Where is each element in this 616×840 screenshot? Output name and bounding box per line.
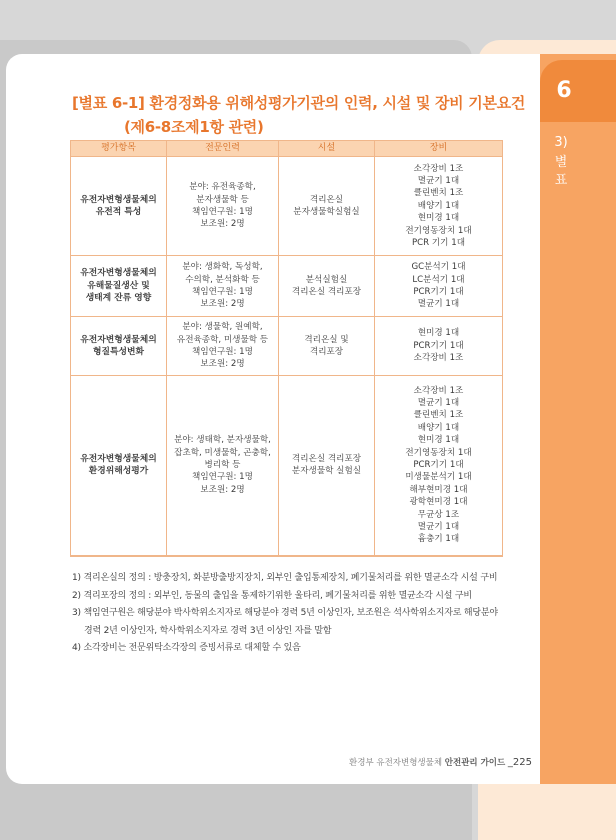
category-line: 유전자변형생물체의 [80,268,157,279]
note-item: 1) 격리온실의 정의 : 방충장치, 화분방출방지장치, 외부인 출입통제장치, 폐기물처리를 위한 멸균소각 시설 구비 [72,573,498,583]
category-line: 유전자변형생물체의 [80,453,157,464]
category-line: 유전적 특성 [95,207,142,217]
facility-line: 격리온실 격리포장 [291,287,362,297]
facility-line: 격리포장 [309,347,344,357]
category-cell [71,317,167,376]
category-line: 유해물질생산 및 [87,280,150,291]
equipment-line: GC분석기 1대 [411,262,466,273]
note-item: 4) 소각장비는 전문위탁소각장의 증빙서류로 대체할 수 있음 [72,643,301,653]
equipment-line: 배양기 1대 [417,200,460,211]
equipment-line: 전기영동장치 1대 [405,447,472,458]
footer-grey-strip [0,786,472,840]
equipment-line: PCR 기기 1대 [412,238,465,249]
staff-cell [167,317,279,376]
staff-line: 분야: 생태학, 분자생물학, [174,435,271,446]
note-item-continued: 경력 2년 이상인자, 학사학위소지자로 경력 3년 이상인 자를 말함 [84,625,332,636]
staff-line: 책임연구원: 1명 [192,287,253,297]
page-footer [340,756,532,768]
equipment-line: 소각장비 1조 [413,385,464,396]
facility-cell [279,317,375,376]
equipment-cell [375,317,503,376]
equipment-line: 해부현미경 1대 [409,484,468,495]
staff-cell [167,157,279,256]
facility-line: 격리온실 격리포장 [291,453,362,464]
equipment-line: 멸균기 1대 [417,522,460,533]
equipment-line: 현미경 1대 [417,213,460,224]
equipment-line: 현미경 1대 [417,328,460,339]
category-cell [71,157,167,256]
category-cell [71,376,167,556]
footer-guide-title-bold: 안전관리 가이드 [444,758,506,768]
table-row [71,157,503,256]
header-evaluation-item: 평가항목 [71,141,167,157]
equipment-cell [375,376,503,556]
staff-line: 병리학 등 [204,460,241,471]
requirements-table [70,140,503,557]
table-row [71,376,503,556]
staff-line: 분야: 생물학, 원예학, [182,322,263,333]
note-item: 3) 책임연구원은 해당분야 박사학위소지자로 해당분야 경력 5년 이상인자, 보조원은 석사학위소지자로 해당분야 [72,608,498,618]
staff-line: 유전육종학, 미생물학 등 [176,334,269,345]
category-line: 유전자변형생물체의 [80,194,157,205]
staff-line: 보조원: 2명 [200,219,245,230]
header-staff: 전문인력 [167,141,279,157]
equipment-line: 멸균기 1대 [417,299,460,310]
staff-line: 분자생물학 등 [196,194,249,205]
staff-cell [167,256,279,317]
section-text: 별표 [554,155,568,188]
table-row [71,317,503,376]
facility-cell [279,256,375,317]
section-number: 3) [554,135,568,150]
table-subtitle: (제6-8조제1항 관련) [124,118,264,136]
equipment-line: 광학현미경 1대 [409,497,468,508]
equipment-line: LC분석기 1대 [412,274,465,285]
equipment-line: 클린벤치 1조 [413,410,464,421]
category-line: 형질특성변화 [93,347,144,357]
facility-cell [279,157,375,256]
table-notes [72,570,512,658]
equipment-line: PCR기기 1대 [413,287,464,297]
equipment-line: 소각장비 1조 [413,353,464,364]
equipment-line: 미생물분석기 1대 [405,472,472,483]
equipment-line: PCR기기 1대 [413,340,464,351]
category-cell [71,256,167,317]
facility-line: 격리온실 [309,194,344,205]
staff-line: 분야: 유전육종학, [189,182,256,193]
header-equipment: 장비 [375,141,503,157]
staff-cell [167,376,279,556]
equipment-line: 전기영동장치 1대 [405,225,472,236]
equipment-line: 무균상 1조 [417,509,460,520]
table-title: [별표 6-1] 환경정화용 위해성평가기관의 인력, 시설 및 장비 기본요건 [72,94,526,112]
facility-line: 분자생물학실험실 [293,207,360,217]
staff-line: 수의학, 분석화학 등 [185,274,260,285]
footer-guide-title: 환경부 유전자변형생물체 [349,758,443,768]
facility-line: 격리온실 및 [304,334,349,345]
category-line: 유전자변형생물체의 [80,334,157,345]
equipment-line: 흄충기 1대 [417,534,460,545]
staff-line: 분야: 생화학, 독성학, [182,262,263,273]
equipment-line: 현미경 1대 [417,435,460,446]
staff-line: 책임연구원: 1명 [192,347,253,357]
equipment-line: 클린벤치 1조 [413,188,464,199]
table-header-row [71,141,503,157]
equipment-line: 배양기 1대 [417,422,460,433]
staff-line: 책임연구원: 1명 [192,472,253,483]
staff-line: 보조원: 2명 [200,484,245,495]
staff-line: 보조원: 2명 [200,359,245,370]
equipment-cell [375,157,503,256]
equipment-cell [375,256,503,317]
staff-line: 잡초학, 미생물학, 곤충학, [174,447,271,458]
category-line: 생태계 잔류 영향 [85,293,152,304]
facility-cell [279,376,375,556]
staff-line: 보조원: 2명 [200,299,245,310]
equipment-line: 소각장비 1조 [413,163,464,174]
equipment-line: PCR기기 1대 [413,460,464,471]
equipment-line: 멸균기 1대 [417,398,460,409]
chapter-section-label [546,134,576,190]
equipment-line: 멸균기 1대 [417,175,460,186]
table-row [71,256,503,317]
chapter-number: 6 [556,78,572,103]
facility-line: 분석실험실 [305,274,348,285]
staff-line: 책임연구원: 1명 [192,207,253,217]
facility-line: 분자생물학 실험실 [291,466,362,477]
page-number: _225 [507,757,532,768]
category-line: 환경위해성평가 [88,466,149,477]
header-facility: 시설 [279,141,375,157]
note-item: 2) 격리포장의 정의 : 외부인, 동물의 출입을 통제하기위한 울타리, 폐기물처리를 위한 멸균소각 시설 구비 [72,590,472,601]
